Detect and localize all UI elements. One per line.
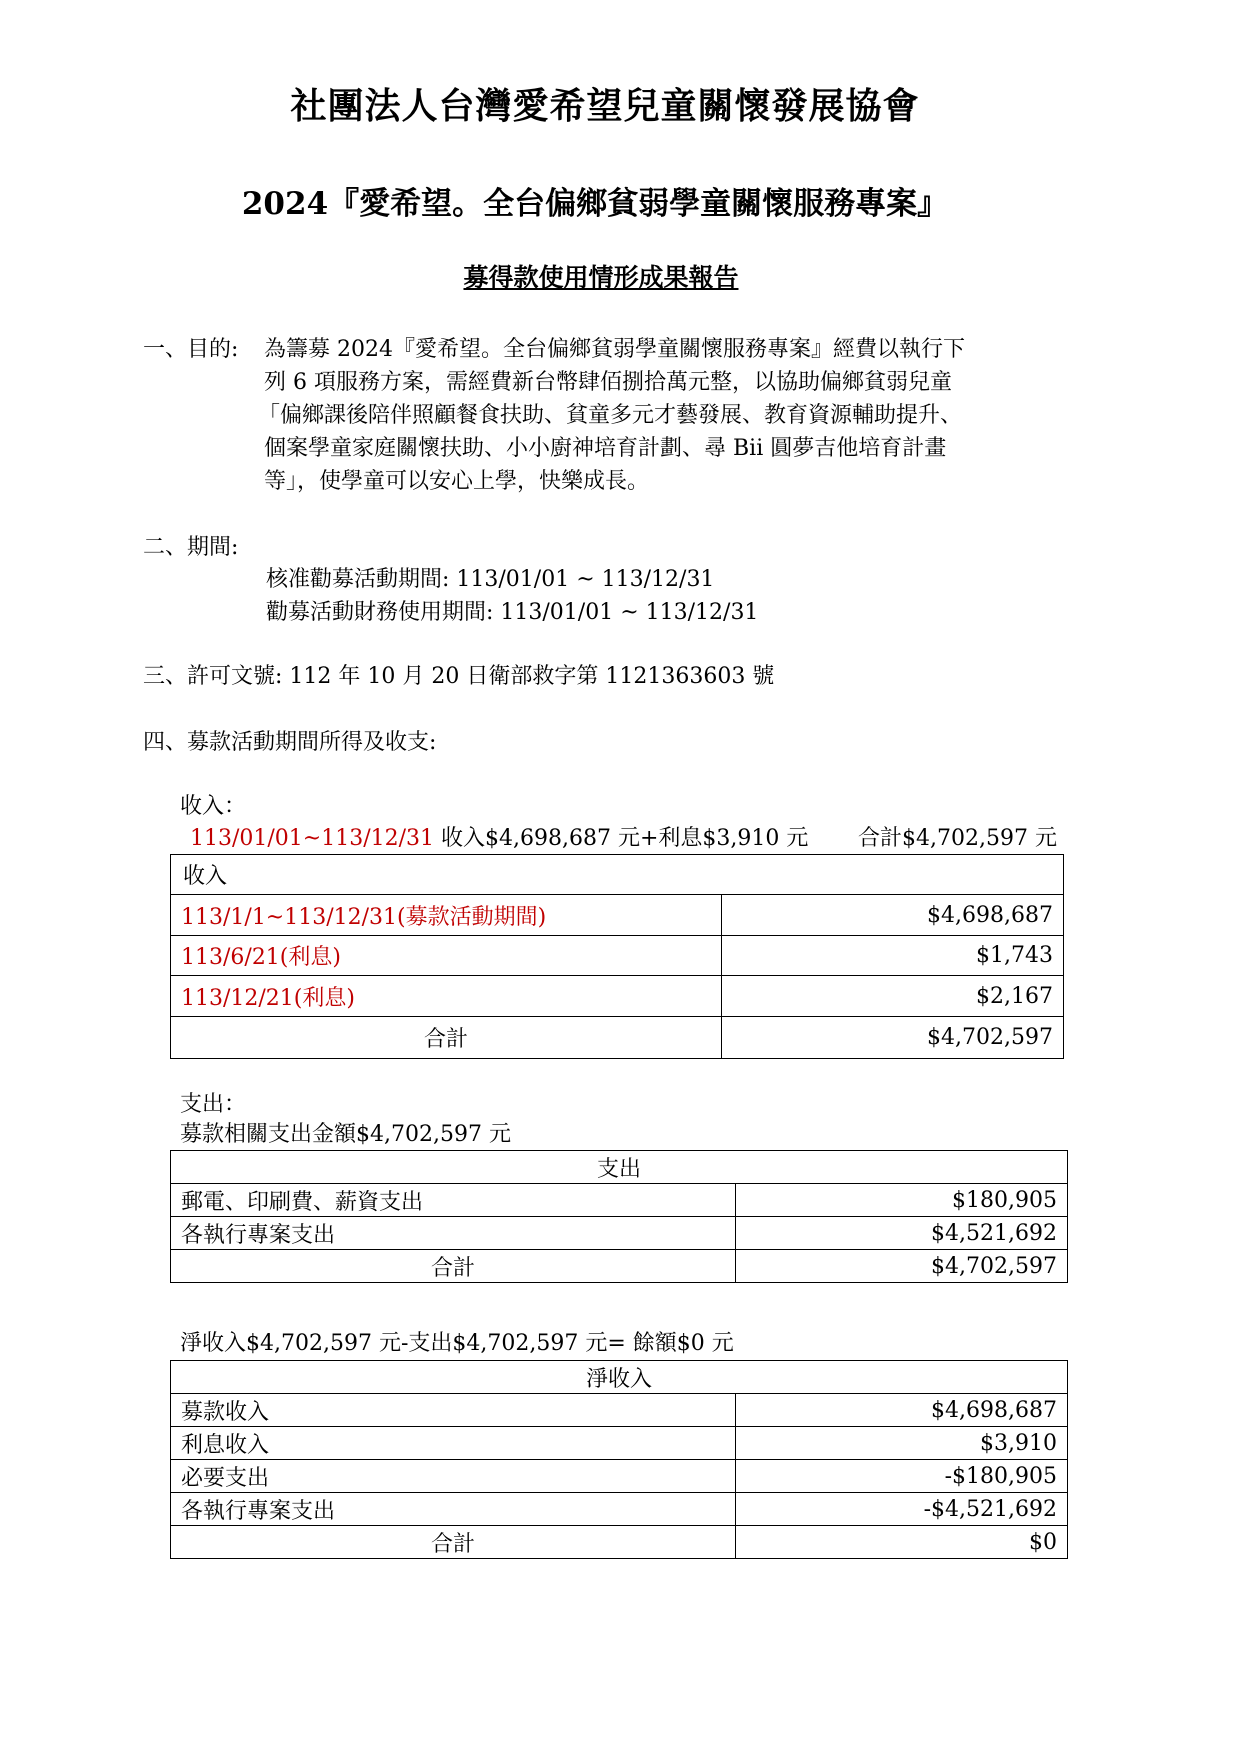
expense-item: 郵電、印刷費、薪資支出 xyxy=(171,1184,736,1217)
net-summary: 淨收入$4,702,597 元-支出$4,702,597 元= 餘額$0 元 xyxy=(180,1331,734,1356)
income-summary xyxy=(190,822,808,855)
table-row xyxy=(171,1427,1068,1460)
net-table-header: 淨收入 xyxy=(171,1361,1068,1394)
table-row xyxy=(171,936,1064,976)
expense-total-label: 合計 xyxy=(171,1250,736,1283)
income-table xyxy=(170,854,1064,1059)
purpose-line: 「偏鄉課後陪伴照顧餐食扶助、貧童多元才藝發展、教育資源輔助提升、 xyxy=(258,403,963,428)
expense-item: 各執行專案支出 xyxy=(171,1217,736,1250)
net-item: 必要支出 xyxy=(171,1460,736,1493)
section4-label: 四、募款活動期間所得及收支: xyxy=(143,730,437,755)
expense-total-amount: $4,702,597 xyxy=(736,1250,1068,1283)
expense-summary: 募款相關支出金額$4,702,597 元 xyxy=(180,1122,511,1147)
table-row xyxy=(171,1394,1068,1427)
table-row xyxy=(171,976,1064,1017)
period-label: 二、期間: xyxy=(143,535,239,560)
income-summary-detail: 收入$4,698,687 元+利息$3,910 元 xyxy=(434,826,809,851)
net-amount: -$180,905 xyxy=(736,1460,1068,1493)
net-total-label: 合計 xyxy=(171,1526,736,1559)
table-header-row xyxy=(171,1361,1068,1394)
income-item: 113/12/21(利息) xyxy=(171,976,722,1017)
table-total-row xyxy=(171,1017,1064,1059)
net-amount: -$4,521,692 xyxy=(736,1493,1068,1526)
table-row xyxy=(171,1460,1068,1493)
income-label: 收入： xyxy=(180,794,247,819)
expense-label: 支出： xyxy=(180,1092,247,1117)
net-item: 各執行專案支出 xyxy=(171,1493,736,1526)
table-row xyxy=(171,1184,1068,1217)
expense-amount: $180,905 xyxy=(736,1184,1068,1217)
income-summary-period: 113/01/01~113/12/31 xyxy=(190,826,435,851)
expense-table xyxy=(170,1150,1068,1283)
table-row xyxy=(171,895,1064,936)
period-line: 核准勸募活動期間: 113/01/01 ~ 113/12/31 xyxy=(266,567,715,592)
net-item: 募款收入 xyxy=(171,1394,736,1427)
org-title: 社團法人台灣愛希望兒童關懷發展協會 xyxy=(290,85,920,127)
report-title: 募得款使用情形成果報告 xyxy=(463,263,739,292)
purpose-label: 一、目的: xyxy=(143,337,239,362)
net-amount: $3,910 xyxy=(736,1427,1068,1460)
period-line: 勸募活動財務使用期間: 113/01/01 ~ 113/12/31 xyxy=(266,600,759,625)
purpose-line: 等」，使學童可以安心上學，快樂成長。 xyxy=(264,469,650,494)
income-table-header: 收入 xyxy=(171,855,1064,895)
income-amount: $4,698,687 xyxy=(722,895,1064,936)
net-table xyxy=(170,1360,1068,1559)
table-row xyxy=(171,1493,1068,1526)
net-amount: $4,698,687 xyxy=(736,1394,1068,1427)
purpose-line: 列 6 項服務方案，需經費新台幣肆佰捌拾萬元整，以協助偏鄉貧弱兒童 xyxy=(264,370,952,395)
income-item: 113/6/21(利息) xyxy=(171,936,722,976)
expense-table-header: 支出 xyxy=(171,1151,1068,1184)
expense-amount: $4,521,692 xyxy=(736,1217,1068,1250)
income-item: 113/1/1~113/12/31(募款活動期間) xyxy=(171,895,722,936)
purpose-line: 個案學童家庭關懷扶助、小小廚神培育計劃、尋 Bii 圓夢吉他培育計畫 xyxy=(264,436,947,461)
table-header-row xyxy=(171,855,1064,895)
income-total-label: 合計 xyxy=(171,1017,722,1059)
purpose-line: 為籌募 2024『愛希望。全台偏鄉貧弱學童關懷服務專案』經費以執行下 xyxy=(264,337,965,362)
net-total-amount: $0 xyxy=(736,1526,1068,1559)
income-summary-total: 合計$4,702,597 元 xyxy=(858,826,1057,851)
income-amount: $2,167 xyxy=(722,976,1064,1017)
income-total-amount: $4,702,597 xyxy=(722,1017,1064,1059)
table-total-row xyxy=(171,1250,1068,1283)
permit-number: 三、許可文號: 112 年 10 月 20 日衛部救字第 1121363603 號 xyxy=(143,664,775,689)
table-row xyxy=(171,1217,1068,1250)
table-total-row xyxy=(171,1526,1068,1559)
project-title: 2024『愛希望。全台偏鄉貧弱學童關懷服務專案』 xyxy=(241,186,949,222)
income-amount: $1,743 xyxy=(722,936,1064,976)
table-header-row xyxy=(171,1151,1068,1184)
net-item: 利息收入 xyxy=(171,1427,736,1460)
